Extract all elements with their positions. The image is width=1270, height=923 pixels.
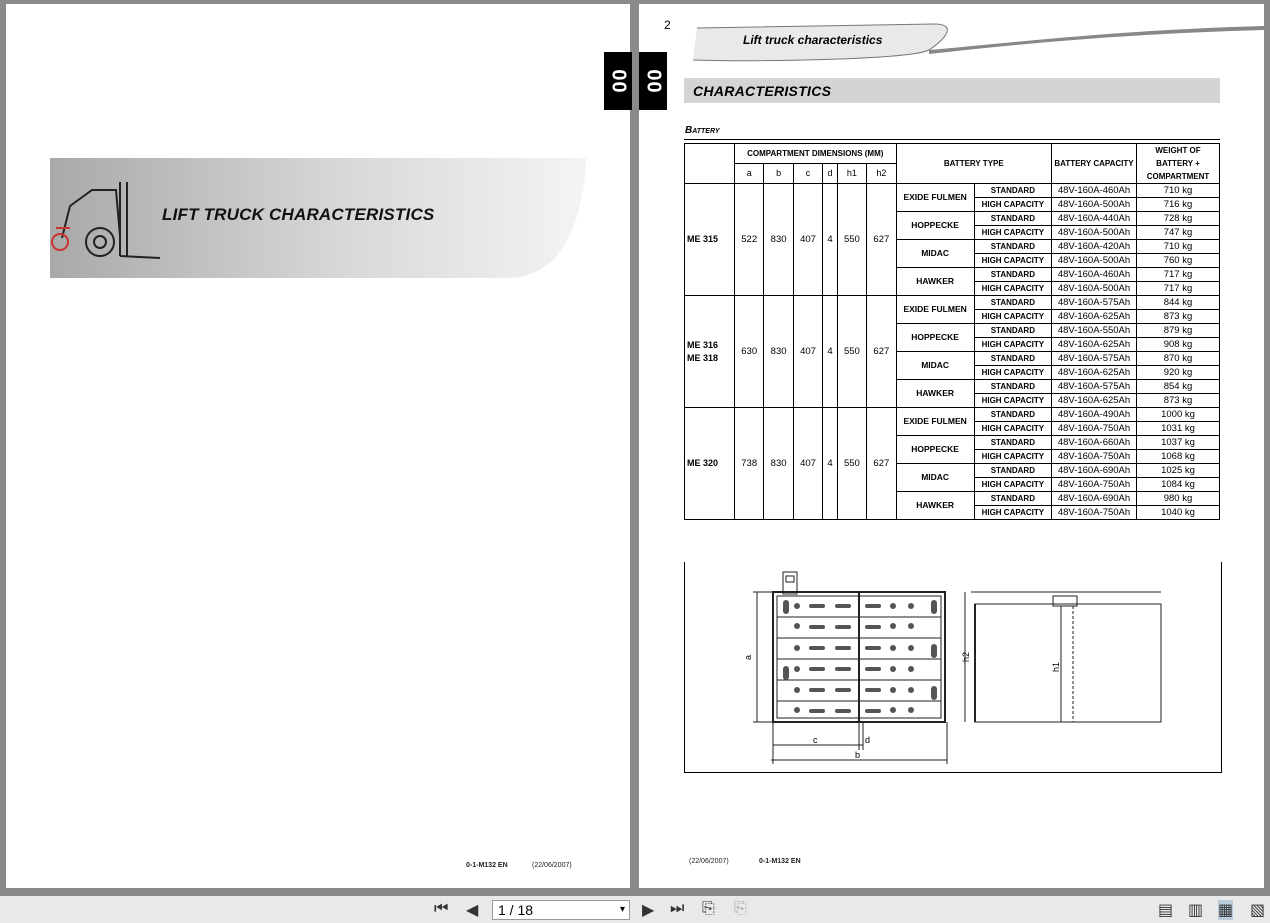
weight-cell: 717 kg xyxy=(1137,268,1220,282)
battery-type-cell: STANDARD xyxy=(974,492,1051,506)
capacity-cell: 48V-160A-575Ah xyxy=(1052,352,1137,366)
brand-cell: HOPPECKE xyxy=(896,436,974,464)
model-cell: ME 320 xyxy=(685,408,735,520)
weight-cell: 747 kg xyxy=(1137,226,1220,240)
compartment-header: COMPARTMENT DIMENSIONS (MM) xyxy=(735,144,897,164)
battery-type-cell: STANDARD xyxy=(974,324,1051,338)
battery-type-cell: HIGH CAPACITY xyxy=(974,338,1051,352)
header-title: Lift truck characteristics xyxy=(743,33,883,47)
table-row xyxy=(685,408,1220,422)
capacity-cell: 48V-160A-660Ah xyxy=(1052,436,1137,450)
battery-type-cell: STANDARD xyxy=(974,436,1051,450)
capacity-cell: 48V-160A-750Ah xyxy=(1052,506,1137,520)
capacity-cell: 48V-160A-460Ah xyxy=(1052,268,1137,282)
fit-icon[interactable]: ⎘ xyxy=(734,900,747,917)
brand-cell: MIDAC xyxy=(896,240,974,268)
dim-cell: 522 xyxy=(735,184,764,296)
capacity-cell: 48V-160A-690Ah xyxy=(1052,492,1137,506)
prev-page-icon[interactable]: ◀ xyxy=(466,902,479,919)
battery-type-cell: STANDARD xyxy=(974,408,1051,422)
weight-cell: 908 kg xyxy=(1137,338,1220,352)
capacity-cell: 48V-160A-500Ah xyxy=(1052,198,1137,212)
brand-cell: EXIDE FULMEN xyxy=(896,408,974,436)
capacity-cell: 48V-160A-750Ah xyxy=(1052,422,1137,436)
brand-cell: HAWKER xyxy=(896,380,974,408)
battery-type-header: BATTERY TYPE xyxy=(896,144,1051,184)
capacity-cell: 48V-160A-690Ah xyxy=(1052,464,1137,478)
brand-cell: HAWKER xyxy=(896,268,974,296)
weight-cell: 1084 kg xyxy=(1137,478,1220,492)
weight-cell: 844 kg xyxy=(1137,296,1220,310)
dim-cell: 4 xyxy=(823,408,838,520)
brand-cell: HAWKER xyxy=(896,492,974,520)
section-bar xyxy=(684,78,1220,103)
title-banner xyxy=(50,158,588,278)
capacity-cell: 48V-160A-420Ah xyxy=(1052,240,1137,254)
dim-label-c: c xyxy=(813,735,818,745)
two-page-continuous-icon[interactable]: ▧ xyxy=(1250,902,1266,919)
weight-cell: 1037 kg xyxy=(1137,436,1220,450)
battery-type-cell: STANDARD xyxy=(974,268,1051,282)
battery-type-cell: HIGH CAPACITY xyxy=(974,506,1051,520)
dropdown-icon[interactable]: ▾ xyxy=(619,904,625,915)
forklift-icon xyxy=(50,176,162,264)
dim-header-a: a xyxy=(735,164,764,184)
subsection-title: Battery xyxy=(685,125,720,136)
battery-type-cell: STANDARD xyxy=(974,212,1051,226)
battery-type-cell: HIGH CAPACITY xyxy=(974,198,1051,212)
dim-cell: 627 xyxy=(867,408,896,520)
capacity-cell: 48V-160A-575Ah xyxy=(1052,296,1137,310)
dim-header-c: c xyxy=(793,164,822,184)
dim-cell: 627 xyxy=(867,296,896,408)
section-tab: 00 xyxy=(639,52,667,110)
capacity-cell: 48V-160A-500Ah xyxy=(1052,254,1137,268)
brand-cell: EXIDE FULMEN xyxy=(896,296,974,324)
weight-cell: 1068 kg xyxy=(1137,450,1220,464)
dim-cell: 407 xyxy=(793,296,822,408)
dim-cell: 4 xyxy=(823,184,838,296)
battery-table xyxy=(684,143,1220,520)
capacity-cell: 48V-160A-625Ah xyxy=(1052,394,1137,408)
brand-cell: EXIDE FULMEN xyxy=(896,184,974,212)
footer-code: 0-1-M132 EN xyxy=(466,862,508,869)
capacity-cell: 48V-160A-575Ah xyxy=(1052,380,1137,394)
footer-code: 0-1-M132 EN xyxy=(759,858,801,865)
capacity-cell: 48V-160A-440Ah xyxy=(1052,212,1137,226)
right-page xyxy=(639,4,1264,888)
battery-type-cell: STANDARD xyxy=(974,240,1051,254)
weight-cell: 873 kg xyxy=(1137,310,1220,324)
weight-cell: 1031 kg xyxy=(1137,422,1220,436)
weight-cell: 1025 kg xyxy=(1137,464,1220,478)
divider xyxy=(684,139,1220,140)
battery-type-cell: HIGH CAPACITY xyxy=(974,422,1051,436)
dim-label-b: b xyxy=(855,750,861,760)
battery-type-cell: HIGH CAPACITY xyxy=(974,282,1051,296)
weight-cell: 980 kg xyxy=(1137,492,1220,506)
weight-cell: 1040 kg xyxy=(1137,506,1220,520)
battery-diagram xyxy=(684,562,1222,773)
battery-type-cell: STANDARD xyxy=(974,464,1051,478)
dim-cell: 830 xyxy=(764,408,793,520)
battery-type-cell: HIGH CAPACITY xyxy=(974,226,1051,240)
dim-header-h1: h1 xyxy=(837,164,866,184)
page-indicator: 1 / 18 xyxy=(498,902,534,918)
footer-date: (22/06/2007) xyxy=(689,858,729,865)
last-page-icon[interactable]: ⏭ xyxy=(670,900,685,917)
capacity-cell: 48V-160A-460Ah xyxy=(1052,184,1137,198)
capacity-cell: 48V-160A-625Ah xyxy=(1052,310,1137,324)
weight-header: WEIGHT OF BATTERY + COMPARTMENT xyxy=(1137,144,1220,184)
dim-header-h2: h2 xyxy=(867,164,896,184)
weight-cell: 920 kg xyxy=(1137,366,1220,380)
dim-header-d: d xyxy=(823,164,838,184)
continuous-icon[interactable]: ▥ xyxy=(1188,902,1204,919)
footer-date: (22/06/2007) xyxy=(532,862,572,869)
brand-cell: MIDAC xyxy=(896,464,974,492)
model-header xyxy=(685,144,735,184)
dim-cell: 830 xyxy=(764,296,793,408)
weight-cell: 760 kg xyxy=(1137,254,1220,268)
two-page-icon[interactable]: ▦ xyxy=(1218,902,1234,919)
weight-cell: 710 kg xyxy=(1137,240,1220,254)
weight-cell: 1000 kg xyxy=(1137,408,1220,422)
weight-cell: 870 kg xyxy=(1137,352,1220,366)
dim-cell: 627 xyxy=(867,184,896,296)
capacity-cell: 48V-160A-500Ah xyxy=(1052,282,1137,296)
model-cell: ME 315 xyxy=(685,184,735,296)
section-tab: 00 xyxy=(604,52,632,110)
dim-cell: 4 xyxy=(823,296,838,408)
weight-cell: 854 kg xyxy=(1137,380,1220,394)
battery-type-cell: STANDARD xyxy=(974,184,1051,198)
dim-label-a: a xyxy=(743,654,753,660)
dim-cell: 550 xyxy=(837,296,866,408)
battery-drawing xyxy=(685,562,1221,772)
brand-cell: HOPPECKE xyxy=(896,324,974,352)
battery-type-cell: HIGH CAPACITY xyxy=(974,394,1051,408)
capacity-cell: 48V-160A-625Ah xyxy=(1052,366,1137,380)
rotate-icon[interactable]: ⎘ xyxy=(702,900,715,917)
battery-type-cell: HIGH CAPACITY xyxy=(974,310,1051,324)
dim-cell: 738 xyxy=(735,408,764,520)
dim-label-h2: h2 xyxy=(961,651,971,662)
capacity-cell: 48V-160A-550Ah xyxy=(1052,324,1137,338)
brand-cell: HOPPECKE xyxy=(896,212,974,240)
capacity-cell: 48V-160A-750Ah xyxy=(1052,478,1137,492)
weight-cell: 873 kg xyxy=(1137,394,1220,408)
battery-type-cell: HIGH CAPACITY xyxy=(974,366,1051,380)
dim-cell: 630 xyxy=(735,296,764,408)
table-row xyxy=(685,296,1220,310)
battery-type-cell: STANDARD xyxy=(974,380,1051,394)
viewer-toolbar xyxy=(0,896,1270,923)
weight-cell: 879 kg xyxy=(1137,324,1220,338)
capacity-cell: 48V-160A-750Ah xyxy=(1052,450,1137,464)
capacity-header: BATTERY CAPACITY xyxy=(1052,144,1137,184)
dim-label-d: d xyxy=(865,735,871,745)
capacity-cell: 48V-160A-490Ah xyxy=(1052,408,1137,422)
battery-type-cell: STANDARD xyxy=(974,352,1051,366)
next-page-icon[interactable]: ▶ xyxy=(642,902,655,919)
weight-cell: 728 kg xyxy=(1137,212,1220,226)
weight-cell: 716 kg xyxy=(1137,198,1220,212)
first-page-icon[interactable]: ⏮ xyxy=(434,900,449,917)
battery-table-body xyxy=(685,184,1220,520)
dim-cell: 550 xyxy=(837,408,866,520)
dim-cell: 407 xyxy=(793,184,822,296)
page-indicator-field[interactable] xyxy=(492,900,630,920)
table-row xyxy=(685,184,1220,198)
model-cell: ME 316 ME 318 xyxy=(685,296,735,408)
battery-type-cell: HIGH CAPACITY xyxy=(974,478,1051,492)
battery-type-cell: HIGH CAPACITY xyxy=(974,450,1051,464)
single-page-icon[interactable]: ▤ xyxy=(1158,902,1174,919)
dim-cell: 830 xyxy=(764,184,793,296)
dim-header-b: b xyxy=(764,164,793,184)
battery-type-cell: STANDARD xyxy=(974,296,1051,310)
capacity-cell: 48V-160A-625Ah xyxy=(1052,338,1137,352)
banner-title: LIFT TRUCK CHARACTERISTICS xyxy=(162,205,435,224)
weight-cell: 717 kg xyxy=(1137,282,1220,296)
brand-cell: MIDAC xyxy=(896,352,974,380)
dim-label-h1: h1 xyxy=(1051,661,1061,672)
dim-cell: 550 xyxy=(837,184,866,296)
dim-cell: 407 xyxy=(793,408,822,520)
section-title: CHARACTERISTICS xyxy=(693,83,832,99)
battery-type-cell: HIGH CAPACITY xyxy=(974,254,1051,268)
left-page xyxy=(6,4,630,888)
weight-cell: 710 kg xyxy=(1137,184,1220,198)
page-number: 2 xyxy=(664,18,671,32)
capacity-cell: 48V-160A-500Ah xyxy=(1052,226,1137,240)
